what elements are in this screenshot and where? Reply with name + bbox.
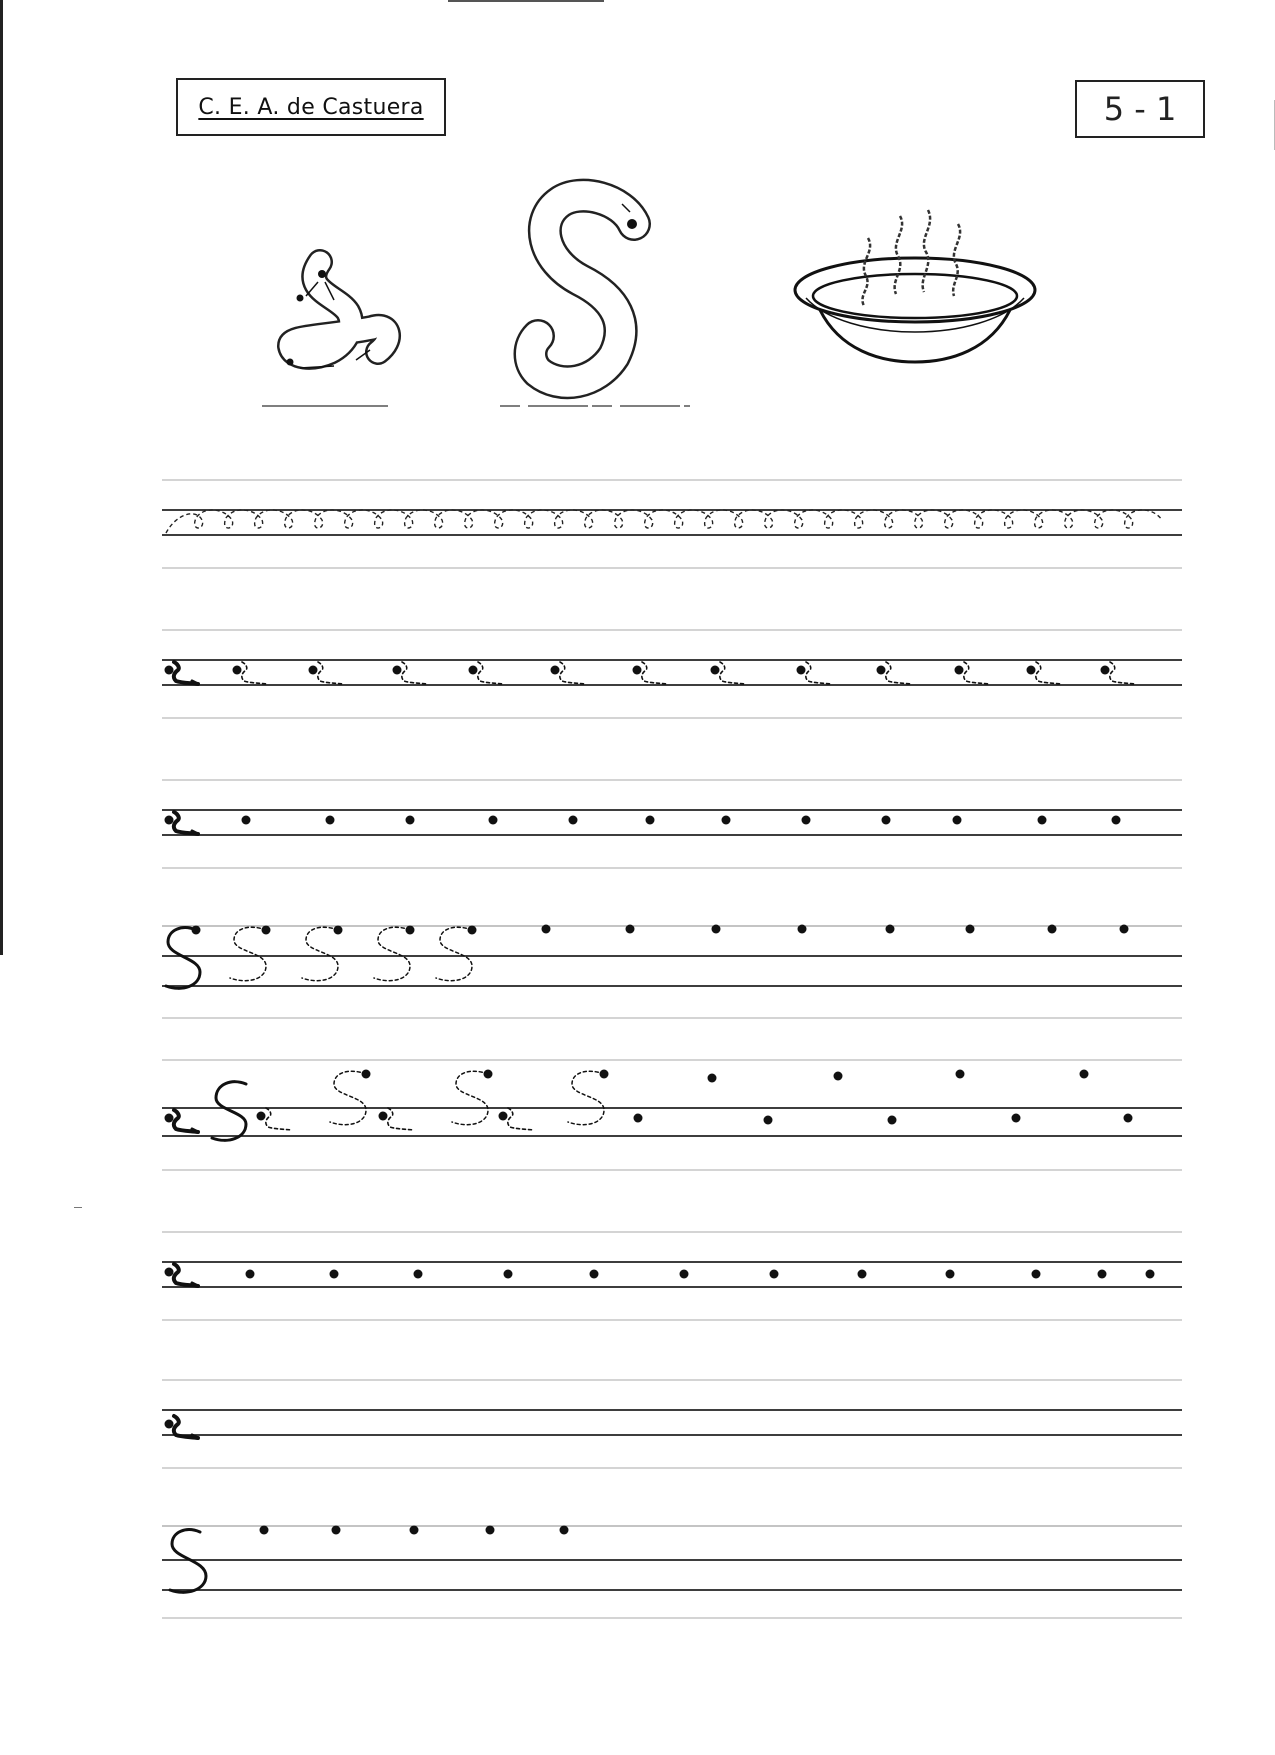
print-s-guide-illustration: [500, 196, 690, 406]
practice-row-7: [162, 1380, 1182, 1468]
school-name: C. E. A. de Castuera: [198, 94, 424, 120]
practice-row-1: [162, 480, 1182, 568]
practice-row-5: [162, 1060, 1182, 1170]
practice-row-2: [162, 630, 1182, 718]
practice-row-4: [162, 925, 1182, 1019]
soup-bowl-illustration: [795, 210, 1035, 362]
practice-row-6: [162, 1232, 1182, 1320]
sheet-code: 5 - 1: [1103, 90, 1177, 128]
cursive-s-guide-illustration: [262, 262, 388, 406]
practice-row-3: [162, 780, 1182, 868]
practice-row-8: [162, 1526, 1182, 1619]
